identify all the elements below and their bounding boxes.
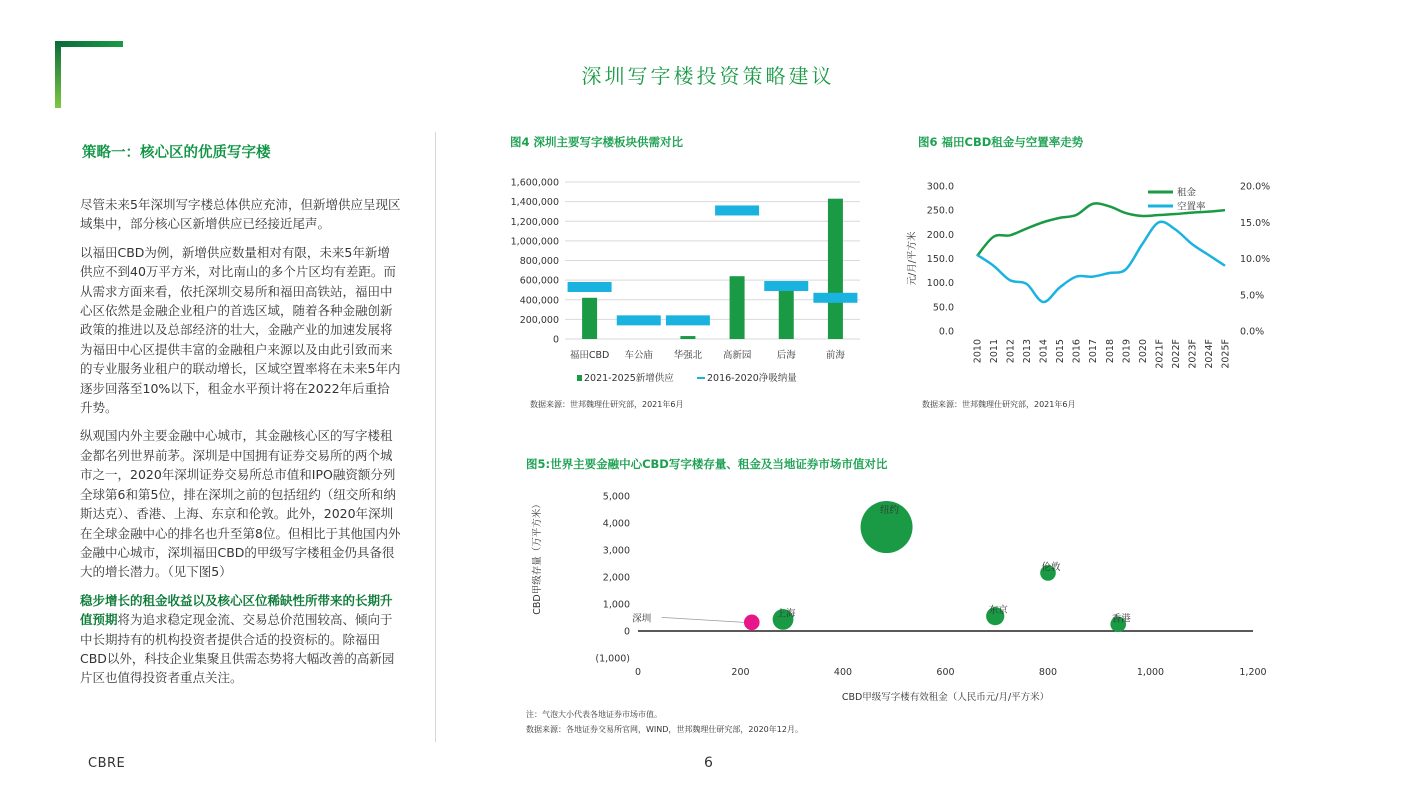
fig4-bar <box>779 288 794 339</box>
fig5-source: 数据来源：各地证券交易所官网，WIND，世邦魏理仕研究部，2020年12月。 <box>526 725 803 734</box>
page-number: 6 <box>704 755 713 771</box>
fig6-xtick-label: 2022F <box>1170 339 1182 369</box>
fig4-ytick-label: 1,400,000 <box>510 197 559 209</box>
fig5-bubble-label: 上海 <box>776 608 796 620</box>
fig4-bar <box>680 336 695 339</box>
fig4-marker <box>813 293 857 303</box>
fig5-xtick-label: 800 <box>1038 667 1058 678</box>
fig4-ytick-label: 1,600,000 <box>510 177 559 189</box>
fig5-ytick-label: (1,000) <box>595 653 630 665</box>
fig6-ytick-left: 200.0 <box>926 229 954 241</box>
fig6-legend-vacancy: 空置率 <box>1177 201 1206 213</box>
fig6-xtick-label: 2021F <box>1154 339 1166 369</box>
fig4-bar <box>828 199 843 339</box>
paragraph-4 <box>80 591 402 688</box>
fig4-category-label: 华强北 <box>673 350 703 361</box>
fig4-bar <box>582 298 597 339</box>
fig5-xtick-label: 600 <box>936 667 955 678</box>
fig5-xlabel: CBD甲级写字楼有效租金（人民币元/月/平方米） <box>841 692 1050 703</box>
fig4-category-label: 后海 <box>776 350 796 361</box>
fig5-bubble-label: 香港 <box>1111 613 1131 625</box>
fig5-bubble <box>744 615 760 631</box>
fig4-marker <box>617 315 661 325</box>
fig6-ytick-right: 20.0% <box>1240 181 1271 193</box>
fig5-note: 注：气泡大小代表各地证券市场市值。 <box>526 710 662 719</box>
fig4-ytick-label: 600,000 <box>519 275 559 287</box>
fig6-ylabel: 元/月/平方米 <box>907 231 918 286</box>
fig5-xtick-label: 0 <box>634 667 642 678</box>
fig6-xtick-label: 2016 <box>1071 339 1083 364</box>
fig6-xtick-label: 2011 <box>989 339 1001 364</box>
fig6-xtick-label: 2012 <box>1005 339 1017 364</box>
fig4-marker <box>666 315 710 325</box>
fig6-xtick-label: 2020 <box>1137 339 1149 364</box>
body-text <box>80 195 402 697</box>
fig6-xtick-label: 2017 <box>1088 339 1100 364</box>
fig5-xtick-label: 200 <box>731 667 750 678</box>
fig5-ytick-label: 4,000 <box>602 518 630 530</box>
fig4-title: 图4 深圳主要写字楼板块供需对比 <box>510 135 684 149</box>
fig6-xtick-label: 2010 <box>972 339 984 364</box>
fig4-source: 数据来源：世邦魏理仕研究部，2021年6月 <box>530 400 684 409</box>
fig6-ytick-right: 0.0% <box>1240 326 1265 338</box>
fig4-category-label: 前海 <box>825 350 845 361</box>
fig5-ytick-label: 5,000 <box>602 491 630 503</box>
fig5-ytick-label: 2,000 <box>602 572 630 584</box>
fig6-title: 图6 福田CBD租金与空置率走势 <box>918 135 1084 149</box>
fig6-xtick-label: 2023F <box>1187 339 1199 369</box>
paragraph-4-highlight: 稳步增长的租金收益以及核心区位稀缺性所带来的长期升值预期 <box>80 592 393 628</box>
page-title: 深圳写字楼投资策略建议 <box>581 64 835 88</box>
column-divider <box>435 132 436 742</box>
fig6-xtick-label: 2024F <box>1203 339 1215 369</box>
fig5-leader-line <box>662 617 744 622</box>
fig6-xtick-label: 2015 <box>1055 339 1067 364</box>
fig6-xtick-label: 2019 <box>1121 339 1133 364</box>
fig4-ytick-label: 800,000 <box>519 256 559 267</box>
fig6-ytick-left: 50.0 <box>932 302 954 314</box>
fig6-legend-rent: 租金 <box>1177 187 1197 199</box>
fig6-chart <box>900 168 1290 398</box>
fig6-ytick-left: 100.0 <box>926 278 954 290</box>
fig6-xtick-label: 2014 <box>1038 339 1050 364</box>
fig5-ytick-label: 3,000 <box>602 545 630 557</box>
paragraph-4-rest: 将为追求稳定现金流、交易总价范围较高、倾向于中长期持有的机构投资者提供合适的投资标的。除福田CBD以外，科技企业集聚且供需态势将大幅改善的高新园片区也值得投资者重点关注。 <box>80 612 395 686</box>
fig6-ytick-left: 250.0 <box>926 205 954 217</box>
fig4-marker <box>715 205 759 215</box>
fig6-ytick-right: 15.0% <box>1240 217 1271 229</box>
fig5-chart <box>520 480 1290 708</box>
paragraph-3: 纵观国内外主要金融中心城市，其金融核心区的写字楼租金都名列世界前茅。深圳是中国拥有证券交易所的两个城市之一，2020年深圳证券交易所总市值和IPO融资额分列全球第6和第5位，排在深圳之前的包括纽约（纽交所和纳斯达克）、香港、上海、东京和伦敦。此外，2020年深圳在全球金融中心的排名也升至第8位。但相比于其他国内外金融中心城市，深圳福田CBD的甲级写字楼租金仍具备很大的增长潜力。（见下图5） <box>80 428 401 580</box>
fig5-xtick-label: 1,200 <box>1239 667 1267 678</box>
fig4-ytick-label: 1,200,000 <box>510 216 559 228</box>
fig5-bubble-label: 东京 <box>988 605 1008 617</box>
fig5-ylabel: CBD甲级存量（万平方米） <box>532 499 543 615</box>
fig4-marker <box>568 282 612 292</box>
fig6-xtick-label: 2025F <box>1220 339 1232 369</box>
fig5-xtick-label: 400 <box>833 667 853 678</box>
fig4-ytick-label: 400,000 <box>519 295 559 307</box>
fig6-xtick-label: 2018 <box>1104 339 1116 364</box>
footer-brand: CBRE <box>88 756 126 771</box>
paragraph-1: 尽管未来5年深圳写字楼总体供应充沛，但新增供应呈现区域集中，部分核心区新增供应已经接近尾声。 <box>80 197 401 232</box>
fig6-ytick-right: 5.0% <box>1240 290 1265 302</box>
fig4-ytick-label: 0 <box>552 334 559 346</box>
fig6-source: 数据来源：世邦魏理仕研究部，2021年6月 <box>922 400 1076 409</box>
fig4-category-label: 高新园 <box>722 350 752 361</box>
fig4-bar <box>730 276 745 339</box>
fig4-legend-swatch-bar <box>577 375 582 381</box>
fig6-ytick-right: 10.0% <box>1240 254 1271 265</box>
fig6-xtick-label: 2013 <box>1022 339 1034 364</box>
fig4-marker <box>764 281 808 291</box>
fig4-legend-bar: 2021-2025新增供应 <box>584 373 674 384</box>
fig5-bubble-label: 深圳 <box>632 613 652 625</box>
fig4-ytick-label: 1,000,000 <box>510 236 559 248</box>
fig4-category-label: 福田CBD <box>569 350 610 361</box>
fig5-title: 图5:世界主要金融中心CBD写字楼存量、租金及当地证券市场市值对比 <box>526 457 888 471</box>
fig6-ytick-left: 150.0 <box>926 254 954 265</box>
fig4-legend-marker: 2016-2020净吸纳量 <box>707 373 797 384</box>
fig4-category-label: 车公庙 <box>624 350 654 361</box>
section-title: 策略一：核心区的优质写字楼 <box>82 145 271 161</box>
fig5-ytick-label: 0 <box>623 626 630 638</box>
fig5-bubble-label: 伦敦 <box>1041 561 1061 573</box>
fig4-ytick-label: 200,000 <box>519 314 559 326</box>
paragraph-2: 以福田CBD为例，新增供应数量相对有限，未来5年新增供应不到40万平方米，对比南山的多个片区均有差距。而从需求方面来看，依托深圳交易所和福田高铁站，福田中心区依然是金融企业租户的首选区域，随着各种金融创新政策的推进以及总部经济的壮大，金融产业的加速发展将为福田中心区提供丰富的金融租户来源以及由此引致而来的专业服务业租户的联动增长，区域空置率将在未来5年内逐步回落至10%以下，租金水平预计将在2022年后重拾升势。 <box>80 244 401 416</box>
fig5-ytick-label: 1,000 <box>602 599 630 611</box>
fig5-bubble-label: 纽约 <box>880 505 900 517</box>
corner-accent-horizontal <box>55 41 123 47</box>
fig4-chart <box>505 168 880 398</box>
fig6-ytick-left: 0.0 <box>938 326 954 338</box>
fig6-ytick-left: 300.0 <box>926 181 954 193</box>
fig5-xtick-label: 1,000 <box>1136 667 1165 678</box>
